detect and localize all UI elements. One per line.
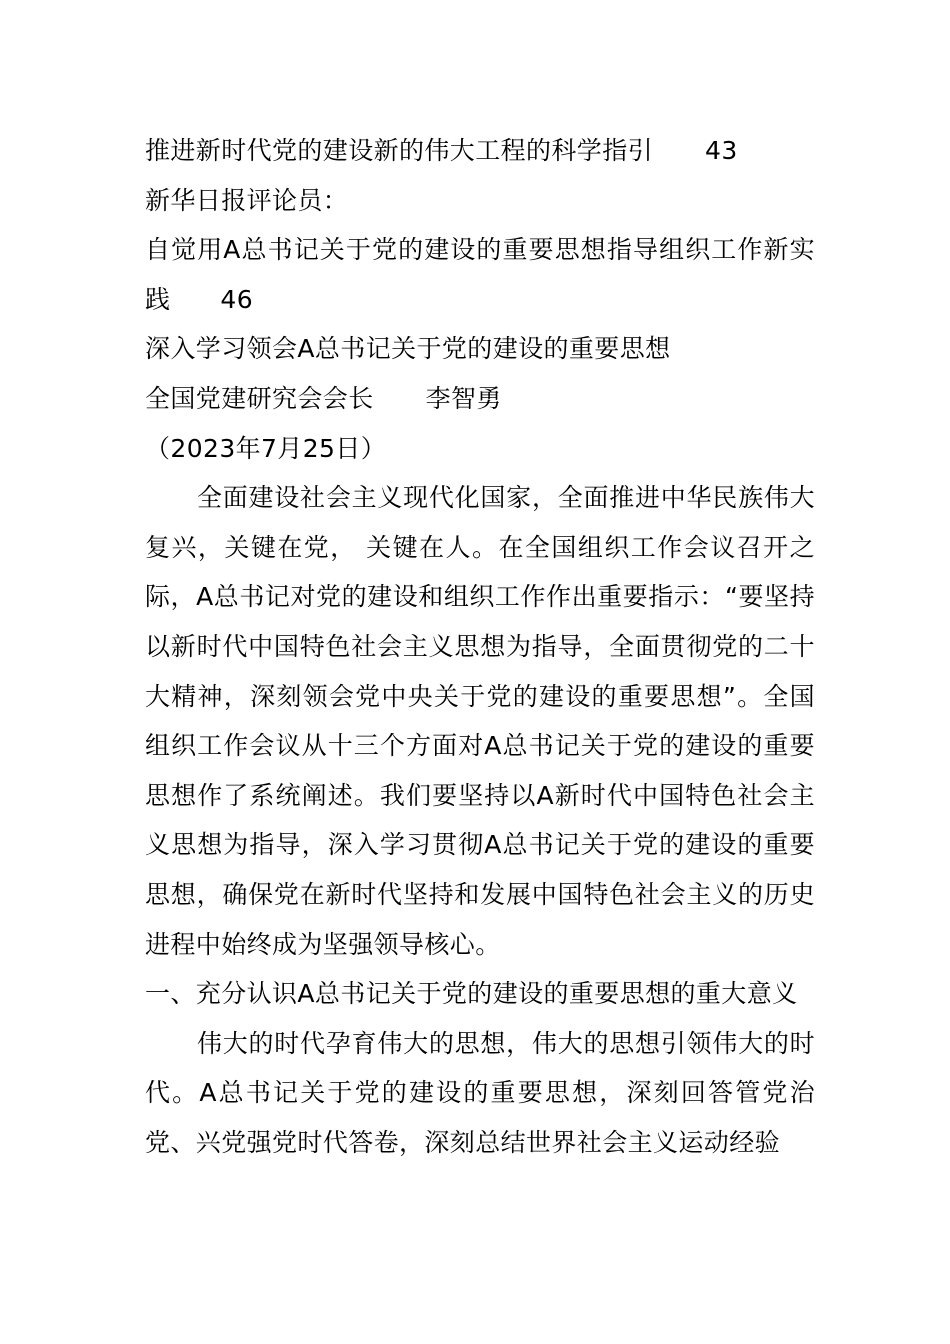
document-body (145, 126, 815, 1167)
toc-author-label: 新华日报评论员： (145, 185, 349, 215)
toc-entry-title: 自觉用A总书记关于党的建设的重要思想指导组织工作新实践 (145, 235, 815, 314)
article-byline (145, 374, 815, 424)
toc-entry-title: 推进新时代党的建设新的伟大工程的科学指引 (145, 136, 654, 165)
author-role: 全国党建研究会会长 (145, 383, 374, 413)
article-date: （2023年7月25日） (145, 433, 387, 463)
body-paragraph: 全面建设社会主义现代化国家，全面推进中华民族伟大复兴，关键在党， 关键在人。在全国组织工作会议召开之际，A总书记对党的建设和组织工作作出重要指示：“要坚持以新时代中国特色社会主义思想为指导，全面贯彻党的二十大精神，深刻领会党中央关于党的建设的重要思想”。全国组织工作会议从十三个方面对A总书记关于党的建设的重要思想作了系统阐述。我们要坚持以A新时代中国特色社会主义思想为指导，深入学习贯彻A总书记关于党的建设的重要思想，确保党在新时代坚持和发展中国特色社会主义的历史进程中始终成为坚强领导核心。 (145, 483, 815, 959)
body-paragraph: 伟大的时代孕育伟大的思想，伟大的思想引领伟大的时代。A总书记关于党的建设的重要思想，深刻回答管党治党、兴党强党时代答卷，深刻总结世界社会主义运动经验 (145, 1028, 815, 1157)
toc-entry (145, 225, 815, 324)
toc-entry-page: 46 (220, 284, 254, 314)
section-heading: 一、充分认识A总书记关于党的建设的重要思想的重大意义 (145, 979, 798, 1009)
author-name: 李智勇 (425, 383, 502, 413)
article-title: 深入学习领会A总书记关于党的建设的重要思想 (145, 334, 671, 364)
toc-entry-page: 43 (705, 136, 738, 165)
toc-entry (145, 126, 815, 176)
